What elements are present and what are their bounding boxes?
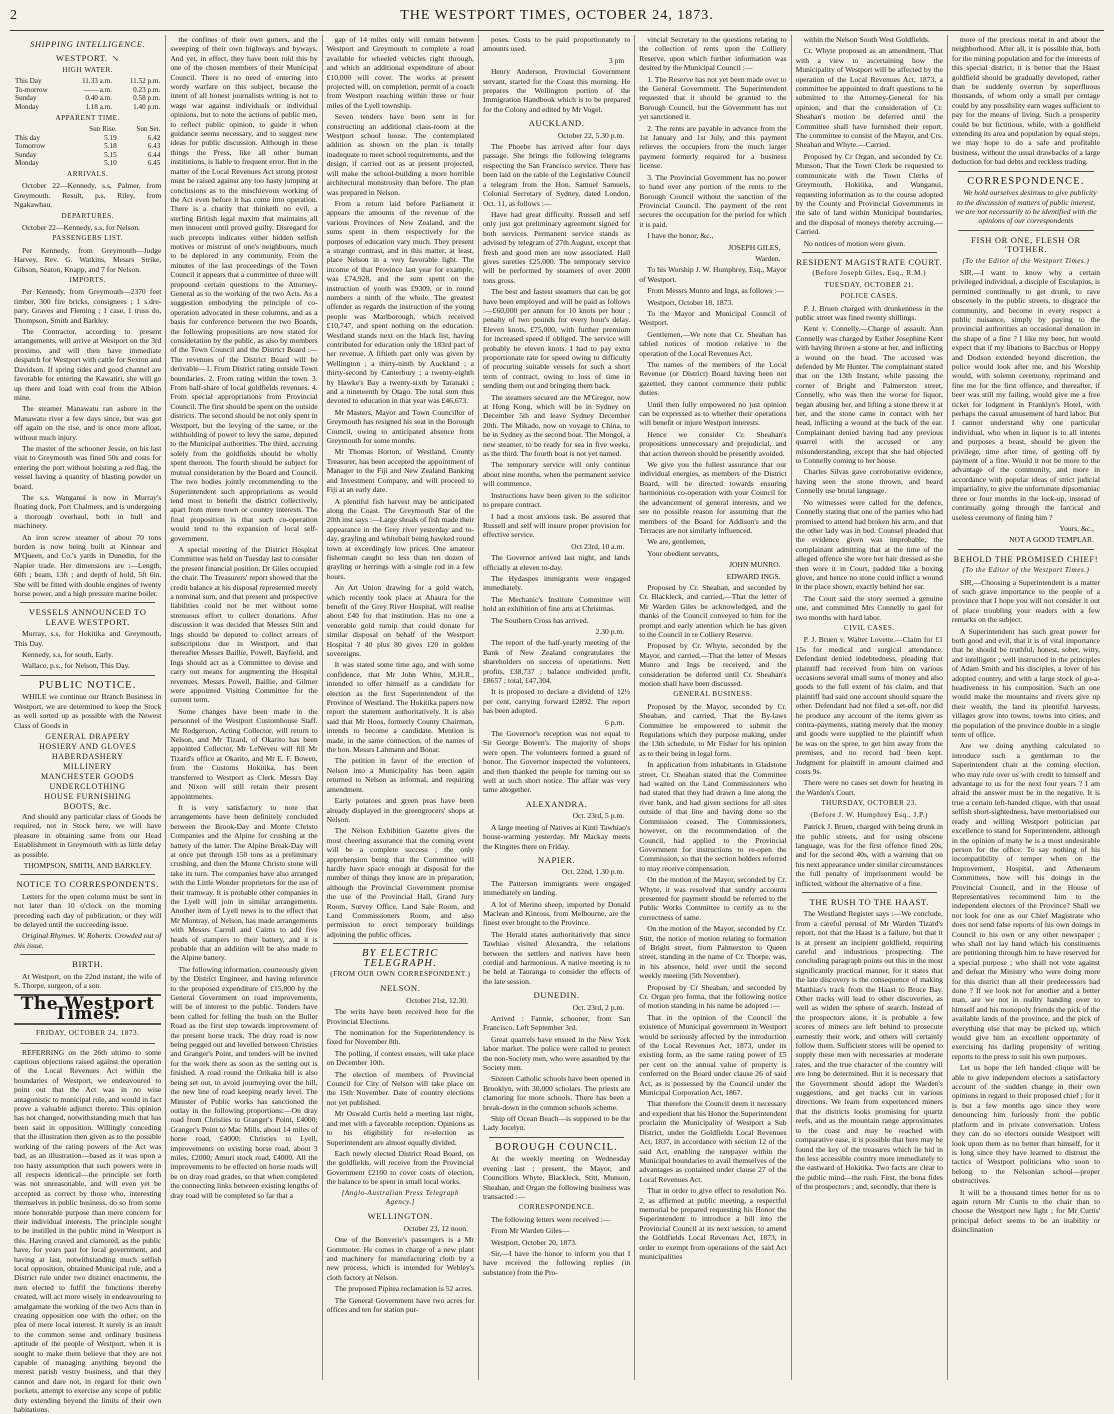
- paragraph: The s.s. Wanganui is now in Murray's floating dock, Port Chalmers, and is undergoing a thorough overhaul, both in hull and machinery.: [14, 492, 162, 531]
- column-7: [948, 35, 1104, 1380]
- paragraph: I have the honor, &c.,: [647, 231, 714, 241]
- auckland-news-2: [483, 553, 630, 625]
- paragraph: A large meeting of Natives at Kinti Tawhiao's house-warming yesterday. Mr Mackay meets the Kingites there on Friday.: [482, 822, 631, 851]
- paragraph: Proposed by Cr. Whyte, seconded by the Mayor, and carried,—That the letter of Messrs Munro and Ings be received, and the consideration be deferred until Cr. Sheahan's motion shall have been discussed.: [639, 641, 787, 688]
- paragraph: There were no cases set down for hearing in the Warden's Court.: [795, 778, 943, 797]
- paragraph: To his Worship J. W. Humphrey, Esq., Mayor of Westport.: [639, 265, 787, 284]
- paragraph: Arrived : Fannie, schooner, from San Francisco. Left September 3rd.: [482, 1014, 631, 1033]
- time-stamp: 3 pm: [608, 55, 625, 65]
- paragraph: That in the opinion of the Council the existence of Municipal government in Westport would be seriously affected by the introduction of the Local Revenues Act, 1873, under its existing form, as the same rating power of £5 per cent on the annual value of property is conferred on the Board under clause 26 of said Act, as is possessed by the Council under the Municipal Corporation Act, 1867.: [639, 1012, 787, 1098]
- divider: [20, 954, 155, 955]
- paragraph: 1. The Reserve has not yet been made over to the General Government. The Superintendent requested that it should be granted to the Borough Council, but the Government has not yet sanctioned it.: [639, 74, 787, 122]
- paragraph: Gentlemen,—We note that Cr. Sheahan has tabled notices of motion relative to the operation of the Local Revenues Act.: [639, 329, 787, 358]
- table-cell: Monday: [15, 103, 39, 111]
- paragraph: A plentiful fish harvest may be anticipated along the Coast. The Greymouth Star of the 20th inst says :—Large shoals of fish made their appearance in the Grey river yesterday and to-day, grayling and whitebait being hawked round town at exceedingly low prices. One amateur fisherman caught no less than ten dozen of grayling or herrings with a single rod in a few hours.: [326, 496, 474, 581]
- paragraph: Mr Masters, Mayor and Town Councillor of Greymouth has resigned his seat in the Borough Council, owing to anticipated absence from Greymouth for some months.: [326, 407, 474, 446]
- wellington-news: [327, 1235, 474, 1314]
- table-row: [14, 103, 161, 112]
- divider: [333, 943, 468, 944]
- paragraph: From Messrs Munro and Ings, as follows :—: [647, 286, 784, 296]
- paragraph: It is very satisfactory to note that arrangements have been definitely concluded between the Brook-Day and Monte Christo Companies and the Alpine for crushing at the battery of the latter. The Alpine Break-Day will at once put through 150 tons as a preliminary crushing, and then the Monte Christo stone will take its turn. The companies have also arranged with the Little Wonder proprietors for the use of their tramway. It is probable other companies in the Lyell will join in similar arrangements. Another item of Lyell news is to the effect that Mr Montray, of Nelson, has made arrangements with Messrs Carroll and Cairns to add five heads of stampers to their battery, and it is probable that an addition will be also made to the Alpine battery.: [170, 802, 318, 963]
- arrivals-label: ARRIVALS.: [67, 169, 109, 178]
- paragraph: The following letters were received :—: [490, 1214, 611, 1224]
- police-cases: [796, 304, 943, 622]
- paragraph: Kennedy, s.s, for south, Early.: [22, 650, 114, 660]
- public-notice-body: And should any particular class of Goods be required, not in Stock here, we will have pleasure in obtaining same from our Head Establishment in Greymouth with as little delay as possible.: [14, 811, 162, 859]
- behold-letter-title: BEHOLD THE PROMISED CHIEF!: [953, 553, 1099, 564]
- paragraph: From a return laid before Parliament it appears the amounts of the revenue of the various Provinces of New Zealand, and the sums spent in them respectively for the purposes of education vary much. They present a strange contrast, and in this matter, at least, place Nelson in a very favorable light. The income of that Province last year for example, was £74,928, and the sum spent on the instruction of youth was £9309, or in round numbers a ninth of the whole. The greatest offender as regards the instruction of the young people was Marlborough, which received £10,747, and spent nothing on the education. Westland stands next on the black list, having contributed for education only the 183rd part of her revenue. A fiftieth part only was given by Wellington ; a thirty-ninth by Auckland ; a thirty-second by Canterbury ; a twenty-eighth by Hawke's Bay a twenty-sixth by Taranaki ; and a nineteenth by Otago. The total sum thus devoted to education in that year was £46,673.: [326, 198, 474, 406]
- table-cell: Sunday: [15, 150, 37, 159]
- paragraph: Proposed by Cr Organ, and seconded by Cr. Munson, That the Town Clerk be requested to communicate with the Town Clerks of Greymouth, Hokitika, and Wanganui, requesting information as to the course adopted by the County and Provincial Governments in the sale of land within Municipal boundaries, and the disposal of moneys thereby accruing.—Carried.: [795, 151, 943, 237]
- wellington-date: October 23, 12 noon.: [403, 1223, 468, 1233]
- passengers-label: PASSENGERS LIST.: [52, 234, 124, 243]
- table-cell: 5.19: [104, 133, 117, 142]
- notice-body: Letters for the open column must be sent in not later than 10 o'clock on the morning preceding each day of publication, or they will be delayed until the succeeding issue.: [14, 891, 162, 929]
- columns: [10, 35, 1104, 1414]
- paragraph: Wallace, p.s., for Nelson, This Day.: [22, 661, 130, 671]
- divider: [20, 602, 155, 603]
- paragraph: Patrick J. Bruen, charged with being drunk in the public streets, and for using obscene language, was for the first offence fined 20s, and for the second 40s, with a warning that on his next appearance under similar circumstances the full penalty of imprisonment would be inflicted, without the alternative of a fine.: [795, 822, 943, 888]
- table-cell: 6.44: [147, 150, 161, 159]
- paragraph: The Court said the story seemed a genuine one, and committed Mrs Connelly to gaol for two months with hard labor.: [795, 593, 943, 622]
- time-stamp: Oct 23rd, 10 a.m.: [571, 541, 625, 551]
- paragraph: Murray, s.s, for Hokitika and Greymouth, This Day.: [14, 629, 162, 648]
- paragraph: An iron screw steamer of about 70 tons burden is now being built at Kinnear and M'Queen, and Co.'s yards in Dunedin, for the Napier trade. Her dimensions are :—Length, 60ft ; beam, 13ft ; and depth of hold, 5ft 6in. She will be fitted with double engines of twenty horse power, and a high pressure marine boiler.: [14, 532, 162, 599]
- paragraph: The temporary service will only continue about nine months, when the permanent service will commence.: [482, 460, 631, 489]
- paragraph: Ship off Ocean Beach—is supposed to be the Lady Jocelyn.: [482, 1114, 631, 1133]
- column-5: [635, 35, 791, 1380]
- goods-item: HOUSE FURNISHING: [44, 791, 132, 801]
- signature: JOHN MUNRO.: [729, 560, 781, 570]
- arrivals-text: October 22—Kennedy, s.s, Palmer, from Greymouth. Result, p.s, Riley, from Ngakawhau.: [14, 181, 162, 210]
- divider: [20, 1043, 155, 1044]
- goods-item: HOSIERY AND GLOVES: [39, 741, 137, 751]
- paragraph: The following information, courteously given by the District Engineer, and having reference to the proposed expenditure of £15,000 by the General Government on road improvements, will be of interest to the public. Tenders have been called for felling the bush on the Buller Road as the first step towards improvement of the present horse track. The dray road is now being pegged out and levelled between Christies and Granger's Point, and tenders will be invited for the work there as soon as the setting out is finished. A road round the Orikaka hill is also being set out, to avoid journeying over the hill, the new line of road keeping nearly level. The Minister of Public works has sanctioned the outlay in the following proportions:—On dray road from Christies to Granger's Point, £4000; Granger's Point to Mac Mills, about 14 miles of horse road, £4000; Christies to Lyell, improvements on existing horse road, about 3 miles, £2000; Amuri stock road, £4000. All the improvements to be effected on horse roads will be on dray road grades, so that when completed the connecting links between existing lengths of dray road will be completed so far that a: [170, 964, 318, 1200]
- imports-label: IMPORTS.: [69, 276, 106, 285]
- divider: [958, 230, 1094, 231]
- paragraph: Kent v. Connelly.—Charge of assault. Ann Connelly was charged by Esther Josephine Kent with having thrown a stone at her, and inflicting a wound on the head. The accused was defended by Mr Hunter. The complainant stated that on the 13th Instant, while passing the corner of Bright and Palmerston street, Connelly, who was then the worse for liquor, began abusing her, and lifting a stone threw it at her, and the stone came in contact with her head, inflicting a wound at the back of the ear. Complainant denied having had any previous quarrel with the accused or any misunderstanding, except that she had objected to Connelly coming to her house.: [795, 324, 943, 466]
- goods-list: [14, 732, 161, 812]
- auckland-date: October 22, 5.30 p.m.: [557, 130, 625, 140]
- paragraph: The best and fastest steamers that can be got have been employed and will be paid as follows :—£60,000 per annum for 10 knots per hour ; penalty of two pounds for every hour's delay. Eleven knots, £75,000, with further premium for increased speed if obliged. The service will probably be eleven knots. I had to pay extra proportionate rate for speed owing to difficulty of procuring suitable vessels for such a short term of contract, owing to loss of time in sending them out and bringing them back.: [482, 287, 631, 391]
- borough-cont-3: [639, 583, 786, 688]
- behold-letter: [952, 578, 1100, 1235]
- paragraph: Have had great difficulty. Russell and self only just got preliminary agreement signed for both services. Permanent service stands as advised by telegram of 27th August, except that fresh and good men are now associated. Hall gives sureties £25,000. The temporary service will be performed by steamers of over 2000 tons gross.: [482, 209, 631, 285]
- paragraph: Each newly elected District Road Board, on the goldfields, will receive from the Provincial Government £2100 to cover costs of election, the balance to be spent in small local works.: [326, 1148, 474, 1187]
- alexandra-news: [483, 823, 630, 851]
- divider: [958, 171, 1094, 172]
- wellington-cont: [483, 35, 630, 54]
- vessels-list: [14, 629, 161, 671]
- dunedin-date: Oct. 23rd, 2 p.m.: [572, 1002, 625, 1012]
- paragraph: The election of members of Provincial Council for City of Nelson will take place on the 15th November. Date of country elections not yet published.: [326, 1069, 474, 1107]
- borough-cont-5: [796, 35, 943, 248]
- paragraph: The General Government have two acres for offices and ten for station pur-: [326, 1295, 474, 1314]
- paragraph: We give you the fullest assurance that our individual energies, as members of the District Board, will be directed towards ensuring harmonious co-operation with your Council for the advancement of general interests, and we see no possible reason for assuming that the members of the Board for Addison's and the Terraces are not similarly influenced.: [639, 460, 787, 535]
- paragraph: 2. The rents are payable in advance from the 1st January and 1st July, and this payment relieves the occupiers from the much larger payment formerly required for a business license.: [639, 123, 787, 171]
- shipping-title: SHIPPING INTELLIGENCE.: [29, 39, 146, 49]
- paragraph: The Southern Cross has arrived.: [490, 615, 589, 625]
- arrow-icon: ↘: [111, 53, 120, 64]
- table-cell: Monday: [15, 159, 39, 168]
- paragraph: The Herald states authoritatively that since Tawhiao visited Alexandra, the relations between the settlers and natives have been cordial and harmonious. A native meeting is to be held at Tauranga to consider the effects of the late session.: [482, 929, 631, 986]
- paragraph: the confines of their own gutters, and the sweeping of their own highways and byways. And yet, in effect, they have been told this by one of the chosen members of their Municipal Council. There is no need of entering into wordy warfare on this subject, because the intent of all honest journalists writing is not to wage war against individuals or individual opinions, but to note the actions of public men, to reflect public opinion, to guide it when guidance seems necessary, and to suggest new ideas for public discussion. Although in these things the Press, like all other human institutions, is liable to frequent error. But in the matter of the Local Revenues Act strong protest must be raised against any too hasty jumping at conclusions as to the mischievous working of the Act even before it has come into operation. There is a charity that thinketh no evil, a sterling British legal maxim that maintains all men innocent until proved guilty. Disregard for such precepts indicates either hidden selfish motives or mistrust of one's neighbours, much to be deplored in any community. From the minutes of the last proceedings of the Town Council it appears that a committee of three will propound certain questions to the Attorney-General as to the working of the two Acts. As a suggestion embodying the principle of co-operation advocated in these columns, and as a basis for conference between the two Boards, the following propositions are now stated for consideration by the public, as also by members of the Town Council and the District Board :—The revenues of the District Board will be derivable—1. From District rating outside Town boundaries. 2. From rating within the town. 3. From half-share of local goldfields revenues. 4. From special appropriations from Provincial Council. The first should be spent on the outside districts. The second should be not only spent in Westport, but the levying of the same, or the withholding of power to levy the same, deputed to the Municipal authorities. The third, accruing solely from the goldfields should be wholly spent thereon. The fourth should be subject for mutual consideration by the Board and Council. The two bodies jointly recommending to the Superintendent such appropriations as would tend most to benefit the district collectively, apart from mere town or country interests. The final proposition is that such co-operation would tend to the expansion of local self-government.: [170, 35, 318, 543]
- port-heading: WESTPORT. ↘: [55, 53, 120, 64]
- paragraph: The names of the members of the Local Revenue (or District) Board having been not gazetted, they cannot commence their public duties.: [639, 360, 787, 398]
- borough-corr: [483, 1215, 630, 1277]
- nelson-date: October 21st, 12.30.: [406, 995, 468, 1005]
- paragraph: Hence we consider Cr. Sheahan's propositions unnecessary and prejudicial, and that action thereon should be presently avoided.: [639, 429, 787, 458]
- signature: EDWARD INGS.: [726, 571, 781, 581]
- paragraph: Sixteen Catholic schools have been opened in Brooklyn, with 30,000 scholars. The priests are clamoring for more schools. There has been a break-down in the common schools scheme.: [482, 1074, 631, 1112]
- paragraph: It is proposed to declare a dividend of 12½ per cent, carrying forward £2892. The report has been adopted.: [482, 687, 631, 716]
- paragraph: Proposed by the Mayor, seconded by Cr. Sheahan, and carried, That the By-laws Committee be empowered to submit the Regulations which they purpose making, under the 13th schedule, to Mr Fisher for his opinion as to their being in legal form.: [639, 701, 787, 758]
- paragraph: Sir,—I have the honor to inform you that I have received the following replies (in substance) from the Pro-: [482, 1248, 631, 1277]
- paragraph: On the motion of the Mayor, seconded by Cr. Stitt, the notice of motion relating to formation of Bright street, from Palmerston to Queen street, standing in the name of Cr. Thorpe, was, in his absence, held over until the second weekly meeting (5th November).: [639, 924, 787, 981]
- paper-name: The Westport Times.: [20, 994, 155, 1024]
- departures-text: October 22—Kennedy, s.s, for Nelson.: [22, 223, 141, 232]
- paragraph: No notices of motion were given.: [803, 238, 906, 248]
- table-cell: Tomorrow: [15, 142, 46, 151]
- divider: [20, 874, 155, 875]
- departures-label: DEPARTURES.: [61, 211, 114, 220]
- alexandra-date: Oct. 23rd, 5 p.m.: [572, 811, 625, 821]
- table-cell: This Day: [15, 77, 42, 86]
- rm-court-sub: (Before Joseph Giles, Esq., R.M.): [812, 269, 927, 278]
- paragraph: The Patterson immigrants were engaged immediately on landing.: [482, 878, 631, 898]
- table-row: [14, 77, 161, 86]
- napier-date: Oct. 22nd, 1.30 p.m.: [561, 867, 625, 877]
- paragraph: vincial Secretary to the questions relating to the collection of rents upon the Colliery Reserve, upon which further information was desired by the Municipal Council :—: [639, 35, 787, 73]
- paragraph: Westport, October 20, 1873.: [490, 1237, 577, 1247]
- goods-item: MANCHESTER GOODS: [40, 771, 135, 781]
- telegraph-sub: (FROM OUR OWN CORRESPONDENT.): [330, 970, 471, 978]
- table-cell: —— a.m.: [83, 85, 113, 94]
- column-3: [323, 35, 479, 1380]
- paragraph: Until then fully empowered no just opinion can be expressed as to whether their operations will benefit or injure Westport interests.: [639, 399, 787, 428]
- paragraph: Cr. Whyte proposed as an amendment, That with a view to ascertaining how the Municipality of Westport will be affected by the operation of the Local Revenues Act, 1873, a committee be appointed to draft questions to be submitted to the Attorney-General for his opinion, and that the consideration of Cr. Sheahan's motion be deferred until the Committee shall have furnished their report. The committee to consist of the Mayor, and Crs. Sheahan and Whyte.—Carried.: [795, 46, 943, 150]
- paragraph: Your obedient servants,: [647, 548, 719, 558]
- behold-letter-to: (To the Editor of the Westport Times.): [962, 566, 1090, 575]
- table-cell: 0.40 a.m.: [85, 94, 113, 103]
- paragraph: The Mechanic's Institute Committee will hold an exhibition of fine arts at Christmas.: [482, 594, 631, 614]
- paragraph: Early potatoes and green peas have been already displayed in the greengrocers' shops at Nelson.: [326, 796, 474, 824]
- passengers-text: Per Kennedy, from Greymouth—Judge Harvey, Rev. G. Watkins, Messrs Strike, Gibson, Seaton, Knapp, and 7 for Nelson.: [14, 245, 162, 274]
- table-cell: 1.18 a.m.: [85, 103, 113, 111]
- goods-item: UNDERCLOTHING: [49, 781, 126, 791]
- paragraph: The proposed Pipitea reclamation is 52 acres.: [334, 1284, 473, 1294]
- paragraph: The report of the half-yearly meeting of the Bank of New Zealand congratulates the shareholders on success of operations. Nett profits, £38,737 ; balance undivided profit, £8657 ; total, £47,304.: [482, 638, 631, 685]
- paragraph: poses. Costs to be paid proportionately to amounts used.: [482, 35, 631, 54]
- nelson-title: NELSON.: [380, 983, 421, 994]
- paragraph: within the Nelson South West Goldfields.: [803, 35, 930, 44]
- paragraph: Proposed by Cr. Sheahan, and seconded by Cr. Blackleck, and carried,—That the letter of Mr Warden Giles be acknowledged, and the thanks of the Council conveyed to him for the prompt and early attention which he has given to the Council in re Colliery Reserve.: [639, 582, 787, 639]
- paragraph: The Contractor, according to present arrangements, will arrive at Westport on the 3rd proximo, and will then have immediate despatch for Westport with cattle for Sexton and Davidson. If spring tides and good channel are favorable for entering the Kawatiri, she will go up there and load with coal from the Albion mine.: [14, 327, 162, 402]
- leader-article: [14, 1048, 161, 1414]
- corr-label: CORRESPONDENCE.: [518, 1203, 595, 1212]
- paragraph: From Mr Warden Giles—: [490, 1226, 570, 1236]
- letter-signature: NOT A GOOD TEMPLAR.: [1009, 535, 1095, 545]
- paragraph: The Nelson Exhibition Gazette gives the most cheering assurance that the coming event will be a complete success ; the only apprehension being that the Committee will hardly have space enough at disposal for the number of things they know are in preparation, although the Provincial Government promise the use of the Provincial Hall, Grand Jury Room, Survey Office, Land Sale Room, and Land Commissioners Room, and also permission to erect temporary buildings adjoining the public offices.: [326, 826, 474, 939]
- table-row: [14, 151, 161, 160]
- divider: [802, 252, 937, 253]
- letter-close: Yours, &c.,: [1059, 523, 1095, 533]
- paragraph: SIR,—Choosing a Superintendent is a matter of such grave importance to the people of a province that I hope you will not consider it out of place troubling your readers with a few remarks on the subject.: [951, 577, 1101, 625]
- table-cell: 5.10: [104, 159, 117, 168]
- paragraph: Some changes have been made in the personnel of the Westport Customhouse Staff. Mr Rodgerson, Acting Collector, will return to Nelson, and Mr Tizard, of Okarito has been appointed Collector, Mr LeNeveu will fill Mr Tizard's office at Okarito, and Mr E. F. Bowen, from the Customs Hokitika, has been transferred to Westport as Clerk. Messrs Day and Nixon will still retain their present appointments.: [170, 706, 318, 801]
- vessels-title: VESSELS ANNOUNCED TO LEAVE WESTPORT.: [28, 607, 147, 627]
- table-header: [14, 125, 161, 134]
- table-cell: 0.23 p.m.: [133, 85, 161, 94]
- paragraph: A special meeting of the District Hospital Committee was held on Tuesday last to consider the present financial position. Dr Giles occupied the chair. The Treasurers' report showed that the credit balance at his disposal represented merely a nominal sum, and that present and prospective liabilities could not be met without some strenuous effort to collect donations. After discussion it was decided that Messrs Stitt and Ings should be deputed to collect arrears of subscriptions due in Westport, and that thereafter Messrs Baillie, Powell, Bayfield, and Ings should act as a Committee to devise and carry out means for augmenting the Hospital revenues. Messrs Powell, Baillie, and Gilmer were appointed Visiting Committee for the current term.: [170, 544, 318, 705]
- civil-cases: [796, 635, 943, 797]
- napier-news: [483, 879, 630, 986]
- paragraph: The steamers secured are the M'Gregor, now at Hong Kong, which will be in Sydney on December 5th and leave Sydney December 20th. The Mikado, now on voyage to China, to be in Sydney as the second boat. The Mongol, a new steamer, to be ready for sea in five weeks, as the third. The fourth boat is not yet named.: [482, 392, 631, 459]
- civil-cases-label: CIVIL CASES.: [843, 623, 895, 632]
- table-cell: 6.43: [147, 142, 161, 151]
- paragraph: The Hydaspes immigrants were engaged immediately.: [482, 573, 631, 593]
- thursday-date: THURSDAY, OCTOBER 23.: [821, 799, 918, 808]
- table-cell: 1.40 p.m.: [133, 103, 161, 111]
- fish-letter-title: FISH OR ONE, FLESH OR 'TOTHER.: [971, 234, 1081, 255]
- paragraph: We are, gentlemen,: [647, 537, 706, 547]
- masthead-title: THE WESTPORT TIMES, OCTOBER 24, 1873.: [400, 8, 714, 23]
- column-6: [792, 35, 948, 1380]
- column-2: [166, 35, 322, 1380]
- table-header-cell: Sun Set.: [136, 125, 161, 133]
- paragraph: On the motion of the Mayor, seconded by Cr. Whyte, it was resolved that sundry accounts presented for payment should be referred to the Public Works Committee to certify as to the correctness of same.: [639, 875, 787, 922]
- goods-item: BOOTS, &c.: [63, 801, 112, 811]
- napier-title: NAPIER.: [537, 854, 576, 865]
- rm-court-date: TUESDAY, OCTOBER 21.: [824, 280, 915, 289]
- signature-title: Warden.: [755, 253, 781, 263]
- borough-cont-2: [639, 265, 786, 558]
- paragraph: The nomination for the Superintendency is fixed for November 8th.: [326, 1028, 474, 1047]
- table-row: [14, 134, 161, 143]
- paragraph: 3. The Provincial Government has no power to hand over any portion of the rents to the Borough Council without the sanction of the Provincial Council. The payment of the rent secures the occupation for the period for which it is paid.: [639, 172, 787, 229]
- table-cell: 5.18: [104, 142, 117, 151]
- table-cell: 11.33 a.m.: [81, 77, 113, 86]
- table-header-cell: Sun Rise.: [89, 125, 117, 133]
- paragraph: Proposed by Cr Sheahan, and seconded by Cr. Organ pro forma, that the following notice of motion standing in his name be adopted :—: [639, 982, 787, 1011]
- table-cell: 6.42: [147, 133, 161, 142]
- borough-cont-4: [639, 702, 786, 1262]
- general-business-label: GENERAL BUSINESS.: [673, 690, 753, 699]
- paragraph: P. J. Bruen v. Walter Lovette.—Claim for £1 15s for medical and surgical attendance. Defendant denied indebtedness, pleading that plaintiff had received from him on various occasions several small sums of money and also goods to the full extent of his claim, and that plaintiff had said one account should square the other. Defendant had not filed a set-off, nor did he produce any account of the items given as contra-payments, stating merely that the money and goods were supplied to the plaintiff when he was on the spree, to get him away from the premises, and no record had been kept. Judgment for plaintiff in amount claimed and costs 9s.: [795, 635, 943, 777]
- shipping-notes: [14, 327, 161, 598]
- signature: JOSEPH GILES,: [728, 242, 781, 252]
- page-number: 2: [10, 8, 17, 23]
- imports-text: Per Kennedy, from Greymouth—2370 feet timber, 300 fire bricks, consignees ; 1 s.dre-pary, Graves and Fleming ; 1 case, 1 truss do, Thompson, Smith and Barkley.: [14, 287, 162, 325]
- paragraph: Henry Anderson, Provincial Government servant, started for the Coast this morning. He prepares the Wellington portion of the Immigration Handbook which is to be prepared for the Colony and edited by Mr Vogel.: [482, 67, 631, 114]
- paragraph: One of the Bonverie's passengers is a Mr Gommoter. He comes in charge of a new plant and machinery for manufacturing cloth by a new process, which is intended for Webley's cloth factory at Nelson.: [326, 1235, 474, 1282]
- goods-item: HABERDASHERY: [51, 751, 124, 761]
- paragraph: The master of the schooner Jessie, on his last visit to Greymouth was fined 50s and costs for entering the port without hoisting a red flag, the vessel having a quantity of blasting powder on board.: [14, 443, 162, 491]
- auckland-news: [483, 142, 630, 540]
- divider: [958, 549, 1094, 550]
- paragraph: At the weekly meeting on Wednesday evening last ; present, the Mayor, and Councillors Whyte, Blackleck, Stitt, Munson, Sheahan, and Organ the following business was transacted :—: [482, 1154, 631, 1201]
- local-news-continued: [327, 35, 474, 939]
- wellington-title: WELLINGTON.: [367, 1211, 433, 1222]
- divider: [489, 1137, 624, 1138]
- alexandra-title: ALEXANDRA.: [525, 798, 588, 809]
- paragraph: Mr Oswald Curtis held a meeting last night, and met with a favorable reception. Opinions as to his eligibility for re-election as Superintendent are almost equally divided.: [326, 1109, 474, 1147]
- date-line: FRIDAY, OCTOBER 24, 1873.: [35, 1029, 140, 1038]
- paragraph: gap of 14 miles only will remain between Westport and Greymouth to complete a road available for wheeled vehicles right through, and which an additional expenditure of about £10,000 will cover. The works at present projected will, on completion, permit of a coach from Westport reaching within three or four miles of the Lyell township.: [326, 35, 474, 110]
- paragraph: It was stated some time ago, and with some confidence, that Mr John White, M.H.R., intended to offer himself as a candidate for election as the first Superintendent of the Province of Westland. The Hokitika papers now report the statement authoritatively. It is also said that Mr Hoos, formerly County Chairman, intends to become a candidate. Mention is made, in the same connection, of the names of the hon. Messrs Lahmann and Bonar.: [326, 660, 474, 755]
- rm-court-title: RESIDENT MAGISTRATE COURT.: [796, 256, 943, 267]
- paragraph: more of the precious metal in and about the neighborhood. After all, it is possible that, both for the mining population and for the interests of this special district, it is better that the Haast goldfield should be gradually developed, rather than be suddenly overrun by superfluous thousands, of whom only a small per centage could by any possibility earn wages sufficient to pay for the means of living. Such a prosperity could be but fictitious, while, with a goldfield extending its area and population by equal steps, we may hope to do a safe and profitable business, without the usual drawbacks of a large deduction for bad debts and reckless trading.: [951, 35, 1101, 167]
- paragraph: That therefore the Council deem it necessary and expedient that his Honor the Superintendent proclaim the Municipality of Westport a Sub District, under the Goldfields Local Revenues Act, 1837, in accordance with section 12 of the said Act, enabling the ratepayer within the Municipal boundaries to avail themselves of the advantages as contained under clause 27 of the Local Revenues Act.: [639, 1099, 787, 1184]
- correspondence-title: CORRESPONDENCE.: [967, 175, 1085, 187]
- paragraph: Instructions have been given to the solicitor to prepare contract.: [482, 490, 631, 510]
- nelson-news: [327, 1007, 474, 1186]
- table-row: [14, 159, 161, 168]
- table-cell: 6.45: [147, 159, 161, 168]
- table-cell: 5.15: [104, 150, 117, 159]
- divider: [802, 892, 937, 893]
- paragraph: REFERRING on the 26th ultimo to some captious objections raised against the operation of the Local Revenues Act within the boundaries of Westport, we endeavoured to point out that the Act was in no wise antagonistic to municipal rule, and would in fact prove a valuable adjunct thereto. This opinion has not changed, notwithstanding much that has been said in opposition. Willingly conceding that the illustration then given as to the possible working of the rating powers of the Act was bad, as an illustration—based as it was upon a too hasty assumption that such powers were in all respects identical—the principle set forth was not unreasonable, and will even yet be accepted as correct by those who, interesting themselves in public business, do so from some more honorable purpose than mere concern for their individual interests. The principle sought to be instilled in the public mind in Westport is this. Having craved and clamored, as the public have, for years past for local government, and having at last, notwithstanding much selfish local opposition, obtained Municipal rule, and a District rule under two distinct enactments, the men elected to fulfil the functions thereby created, will act more wisely in endeavouring to amalgamate the working of the two Acts than in creating opposition one with the other, on the plea of mere local interest. It surely is an insult to the common sense and ordinary business aptitude of the people of Westport, when it is sought to make them believe that they are not capable of managing anything beyond the merest parish vestry business, and that they cannot and dare not, in regard for their own pockets, attempt to exercise any scope of public duty extending beyond the limits of their own habitations.: [14, 1047, 162, 1414]
- auckland-news-3: [483, 638, 630, 715]
- paragraph: Seven tenders have been sent in for constructing an additional class-room at the Westport school house. The contemplated addition as shown on the plan is totally inadequate to meet school requirements, and the design, if carried out as at present projected, will make the school-building a more horrible architectural monstrosity than before. The plan was prepared in Nelson.: [326, 112, 474, 197]
- fish-letter: [952, 268, 1100, 522]
- paragraph: The petition in favor of the erection of Nelson into a Municipality has been again returned to Nelson as informal, and requiring amendment.: [326, 756, 474, 794]
- paragraph: Westport, October 18, 1873.: [647, 297, 734, 307]
- high-water-label: HIGH WATER.: [62, 65, 114, 74]
- birth-title: BIRTH.: [72, 959, 104, 970]
- paragraph: Are we doing anything calculated to introduce such a gentleman to the Superintendent chair at the coming election, who may rule over us with credit to himself and advantage to us for the next four years ? I am afraid the answer must be in the negative. It is true a certain left-handed clique, with that usual selfish short-sightedness, have memorialised our ready and willing Westport politician par excellence to stand for Superintendent, although in the opinion of many he is a most undesirable person for the office. To say nothing of his incompatibility of temper when on the Improvement, Hospital, and Athenæum Committees, how will his doings in the Provincial Council, and in the House of Representatives recommend him to the independent electors of the Province? Shall we not look for one as our Chief Magistrate who does not send false reports of his own doings in Council to his own or any other newspaper ; who shall not lay hand which his constituents are petitioning through him to have reserved for a special purpose ; who shall not vote against and defeat the Ministry who were doing more for this district than all their predecessors had done ? If we look not for another and a better man, are we not in reality handing over to himself and his monopoly friends the pick of the available lands of the province, and the pick of everything else that may be picked up, which would give him an excellent opportunity of exercising his darling propensity of writing reports to the press to suit his own purposes.: [951, 741, 1101, 1061]
- time-stamp: 2.30 p.m.: [595, 626, 625, 636]
- borough-cont: [639, 35, 786, 241]
- divider: [20, 675, 155, 676]
- notice-title: NOTICE TO CORRESPONDENTS.: [16, 879, 159, 890]
- birth-body: At Westport, on the 22nd instant, the wife of S. Thorpe, surgeon, of a son.: [14, 971, 162, 990]
- telegraph-title: BY ELECTRIC TELEGRAPH.: [362, 948, 439, 969]
- borough-news: [483, 1154, 630, 1201]
- paragraph: The steamer Manawatu ran ashore in the Manawatu river a few days since, but was got off again on the rise, and is once more afloat, without much injury.: [14, 404, 162, 442]
- time-stamp: 6 p.m.: [605, 717, 625, 727]
- correspondence-note: We hold ourselves desirous to give publicity to the discussion of matters of public interest, we are not necessarily to be identified with the opinions of our correspondents: [955, 188, 1097, 226]
- paragraph: The Governor's reception was not equal to Sir George Bowen's. The majority of shops were open. The volunteers formed a guard of honor. The Governor inspected the volunteers, and then thanked the people for turning out so well at such short notice. The affair was very tame altogether.: [482, 729, 631, 795]
- paragraph: A lot of Merino sheep, imported by Donald Maclean and Kinross, from Melbourne, are the finest ever brought to the Province.: [482, 899, 631, 928]
- public-notice-intro: WHILE we continue our Branch Business in Westport, we are determined to keep the Stock as well sorted up as possible with the Newest Class of Goods in: [14, 692, 162, 730]
- press-agency: [Anglo-Australian Press Telegraph Agency.]: [341, 1188, 459, 1206]
- paragraph: The Governor arrived last night, and lands officially at eleven to-day.: [482, 553, 631, 572]
- paragraph: The polling, if contest ensues, will take place on December 10th.: [326, 1048, 474, 1068]
- paragraph: It will be a thousand times better for us to again return Mr Curtis to the chair than to choose the Westport new light ; for Mr Curtis' principal defect seems to be an inability or disinclination: [951, 1187, 1101, 1235]
- table-row: [14, 94, 161, 103]
- sun-table: [14, 125, 161, 168]
- thursday-sub: (Before J. W. Humphrey Esq., J.P.): [810, 810, 928, 819]
- haast-article: [796, 909, 943, 1191]
- paragraph: Mr Thomas Horton, of Westland, County Treasurer, has been accepted the appointment of Manager to the Fiji and New Zealand Banking and Investment Company, and will proceed to Fiji at an early date.: [326, 447, 474, 495]
- column-1: [10, 35, 166, 1414]
- paragraph: The writs have been received here for the Provincial Elections.: [326, 1007, 474, 1026]
- wellington-cont-2: [483, 67, 630, 114]
- fish-letter-to: (To the Editor of the Westport Times.): [962, 256, 1090, 265]
- borough-title: BOROUGH COUNCIL.: [495, 1141, 619, 1153]
- table-row: [14, 86, 161, 95]
- paragraph: The Westland Register says :—We conclude, from a careful perusal of Mr Warden Tizard's report, not that the Haast is a failure, but that it is at present an incipient goldfield, requiring careful and industrious prospecting. The concluding paragraph points out this in the most significantly practical manner, for it states that the late discovery is the consequence of making Matthias's track from the Haast to Bruce Bay. Other tracks will lead to other discoveries, as well as widen the sphere of search. Instead of the prospectors alone, it is probable a few scores of miners are left behind to prosecute earnestly their work, and others will certainly follow them. Sufficient stores will be opened to supply these men with necessaries at moderate rates, and the true character of the country will ere long be determined. But it is necessary that the Government should adopt the Warden's suggestions, and get tracks cut in various directions. We learn from experienced miners that the districts looks promising for quartz reefs, and as the mountain range approximates to the coast and may be reached with comparative ease, it is possible that here may be found the key of the treasures which lie hid in the less accessible country more immediately to the eastward of Hokitika. Two facts are clear to the public mind—the rush. First, the bona fides of the prospectors ; and, secondly, that there is: [795, 909, 943, 1192]
- paragraph: To the Mayor and Municipal Council of Westport.: [639, 308, 787, 328]
- goods-item: GENERAL DRAPERY: [45, 731, 131, 741]
- public-notice-title: PUBLIC NOTICE.: [38, 679, 137, 691]
- dunedin-title: DUNEDIN.: [533, 990, 580, 1001]
- paragraph: An Art Union drawing for a gold watch, which recently took place at Ahaura for the benefit of the Grey River Hospital, will realise about £40 for that institution. Has no one a venerable gold turnip that could donate for similar disposal on behalf of the Westport Hospital ? 40 plus 80 gives 120 in golden sovereigns.: [326, 583, 474, 658]
- paragraph: That in order to give effect to resolution No. 2, as affirmed at public meeting, a respectful memorial be prepared requesting his Honor the Superintendent to introduce a bill into the Provincial Council at its next session, to amend the Goldfields Local Revenues Act, 1873, in order to exempt from operations of the said Act municipalities: [639, 1186, 787, 1261]
- column-4: [479, 35, 635, 1380]
- dunedin-news: [483, 1014, 630, 1133]
- masthead: [10, 8, 1104, 31]
- paragraph: The Phoebe has arrived after four days passage. She brings the following telegrams respecting the San Francisco service. There has been laid on the table of the Legislative Council a telegram from the Hon. Samuel Samuels, Colonial Secretary of Sydney, dated London, Oct. 11, as follows :—: [482, 142, 631, 208]
- table-row: [14, 142, 161, 151]
- paragraph: In application from inhabitants in Gladstone street, Cr. Sheahan stated that the Committee had waited on the Land Commissioners who had stated that they had drawn a line along the river bank, and had given sections for all sites outside of that line and having done so the Commission ceased. The Commissioners, however, on the recommendation of the Council, had applied to the Provincial Government for instructions to re-open the Commission, so that the section holders referred to may receive compensation.: [639, 760, 787, 873]
- firm-name: THOMPSON, SMITH, AND BARKLEY.: [23, 860, 152, 870]
- paragraph: Great quarrels have ensued in the New York labor market. The police were called to protect the non-Society men, who were assaulted by the Society men.: [482, 1034, 631, 1073]
- haast-title: THE RUSH TO THE HAAST.: [809, 896, 929, 907]
- table-cell: This day: [15, 133, 40, 142]
- table-cell: Sunday: [15, 94, 37, 103]
- auckland-news-4: [483, 729, 630, 795]
- paragraph: SIR,—I want to know why a certain privileged individual, a disciple of Esculapius, is permitted continually to get drunk, to rave obscenely in the public streets, to disgrace the community, and become in every respect a public nuisance, simply by paying to the provincial authorities an occasional donation in the shape of a fine ? I like my beer, but would expect that if my libations to Bacchus or Hoppy and Dodson extended beyond discretion, the police would look after me, and his Worship would, with solemn ceremony, reprimand and fine me for the first offence, and thereafter, if beer was still my failing, would give me a free ticket for lodgment in Franklyn's Hotel, with perhaps the casual amusement of hard labor. But I cannot understand why one particular individual, who when in liquor is to all intents and purposes a beast, should be given the privilege, time after time, of getting off by payment of a fine. Would it not be more to the advantage of the community, and more in accordance with popular ideas of strict judicial impartiality, to give the unfortunate dipsomaniac three or four months in the lock-up, instead of continually going through the farcical and useless ceremony of fining him ?: [951, 267, 1101, 522]
- apparent-time-label: APPARENT TIME.: [55, 113, 120, 122]
- tide-table: [14, 77, 161, 111]
- paragraph: Charles Silvas gave corroborative evidence, having seen the stone thrown, and heard Connelly use brutal language.: [795, 467, 943, 496]
- table-cell: 11.52 p.m.: [129, 77, 161, 86]
- paragraph: I had a most anxious task. Be assured that Russell and self will insure proper provision for effective service.: [482, 511, 631, 540]
- local-news: [170, 35, 317, 1200]
- table-cell: To-morrow: [15, 85, 48, 94]
- thursday-cases: [796, 822, 943, 888]
- goods-item: MILLINERY: [63, 761, 113, 771]
- auckland-title: AUCKLAND.: [528, 118, 585, 129]
- paragraph: Let us hope the left handed clique will be able to give independent electors a satisfactory account of the sudden change in their own opinions in regard to their proposed chief ; for it is but a few months ago since they were denouncing him furiously from the public platform and in private conversation. Unless they can do so electors outside Westport will look upon them as no better than himself, for it is long since they have learned to distrust the tactics of Westport politicians who soon to belong to the Nelsonian school—proper obstructives.: [951, 1063, 1101, 1186]
- paragraph: No witnesses were called for the defence, Connelly stating that one of the parties who had promised to attend had broken his arm, and that the other lady was in bed. Counsel pleaded that the evidence given was improbable, the complainant admitting that at the time of the alleged offence she wore her hair dressed as she then wore it in Court, padded like a boxing glove, and hence no stone could inflict a wound in the place shown, exactly behind her ear.: [795, 497, 943, 592]
- table-cell: 0.58 p.m.: [133, 94, 161, 103]
- paragraph: A Superintendent has such great power for both good and evil, that it is of vital importance that he should be truthful, honest, sober, witty, and intelligent ; well instructed in the principles of Adam Smith and his disciples, a lover of his adopted country, and with a large stock of go-a-headiveness in his composition. Such an one would make the mountains and rivers give up their wealth, the land its plentiful harvests, villages grow into towns, towns into cities, and the population of the province double in a single term of office.: [951, 626, 1101, 740]
- paragraph: P. J. Bruen charged with drunkenness in the public street was fined twenty shillings.: [795, 303, 943, 322]
- haast-article-cont: [952, 35, 1100, 167]
- police-cases-label: POLICE CASES.: [840, 292, 899, 301]
- notice-extra: Original Rhymes. W. Roberts. Crowded out of this issue.: [14, 931, 162, 950]
